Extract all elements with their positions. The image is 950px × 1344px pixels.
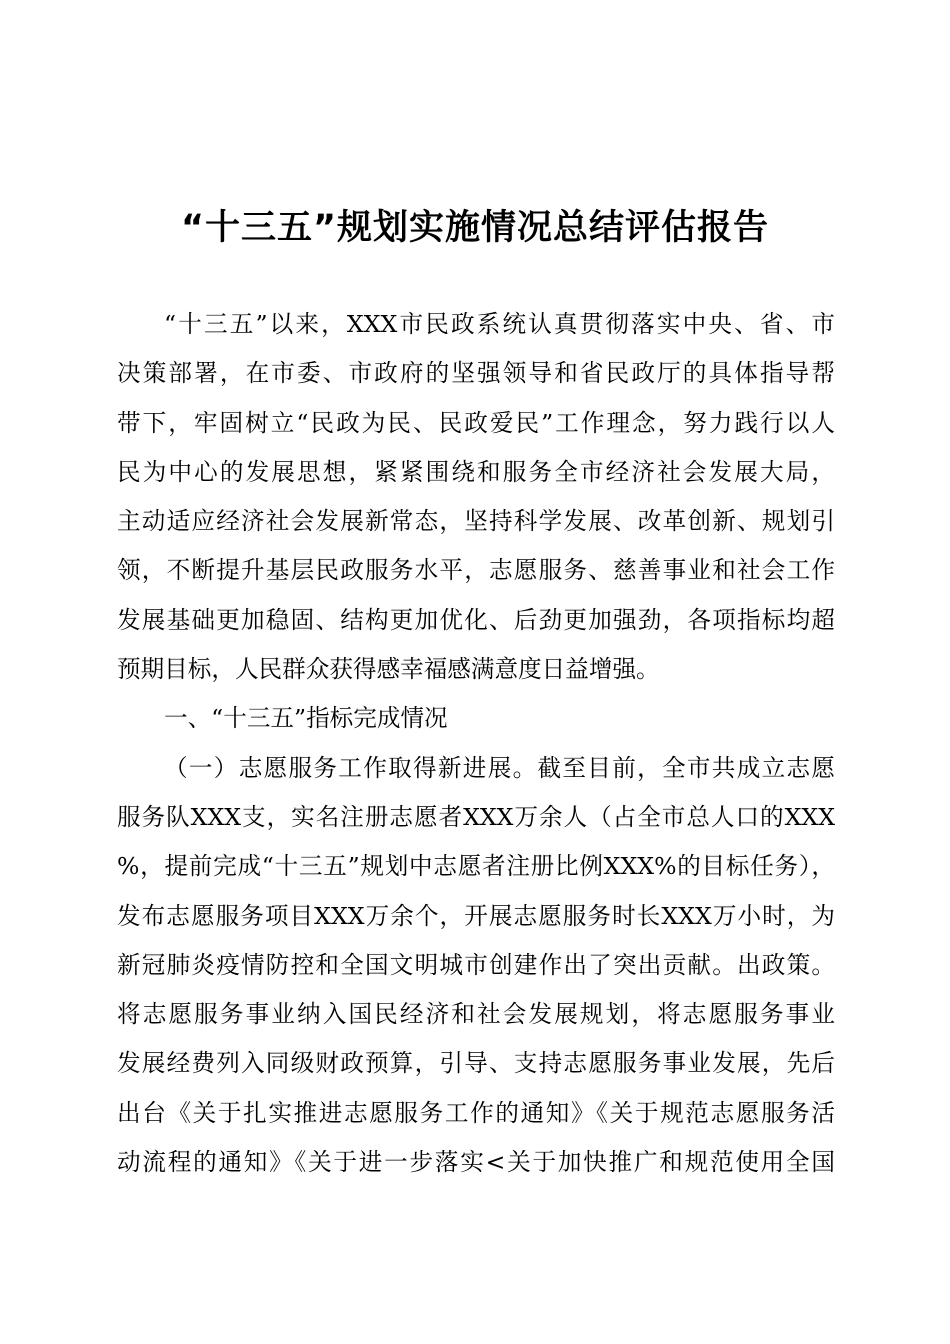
document-body [117,300,835,1187]
body-text-line: 民为中心的发展思想，紧紧围绕和服务全市经济社会发展大局， [117,457,835,486]
body-text-line: %，提前完成“十三五”规划中志愿者注册比例XXX%的目标任务）， [117,852,835,881]
body-text-line: 发布志愿服务项目XXX万余个，开展志愿服务时长XXX万小时，为 [117,901,835,930]
body-text-line: 一、“十三五”指标完成情况 [164,704,448,733]
body-text-line: “十三五”以来，XXX市民政系统认真贯彻落实中央、省、市 [164,310,835,338]
body-text-line: 新冠肺炎疫情防控和全国文明城市创建作出了突出贡献。出政策。 [117,950,835,979]
body-text-line: 发展基础更加稳固、结构更加优化、后劲更加强劲，各项指标均超 [117,605,835,634]
body-text-line: 将志愿服务事业纳入国民经济和社会发展规划，将志愿服务事业 [117,1000,835,1029]
body-text-line: 动流程的通知》《关于进一步落实<关于加快推广和规范使用全国 [117,1148,835,1177]
document-title: “十三五”规划实施情况总结评估报告 [180,208,769,248]
body-text-line: 预期目标，人民群众获得感幸福感满意度日益增强。 [117,655,660,684]
body-text-line: （一）志愿服务工作取得新进展。截至目前，全市共成立志愿 [164,753,835,782]
body-text-line: 出台《关于扎实推进志愿服务工作的通知》《关于规范志愿服务活 [117,1098,835,1127]
body-text-line: 主动适应经济社会发展新常态，坚持科学发展、改革创新、规划引 [117,507,835,536]
body-text-line: 带下，牢固树立“民政为民、民政爱民”工作理念，努力践行以人 [117,408,835,437]
body-text-line: 决策部署，在市委、市政府的坚强领导和省民政厅的具体指导帮 [117,359,835,388]
body-text-line: 领，不断提升基层民政服务水平，志愿服务、慈善事业和社会工作 [117,556,835,585]
body-text-line: 发展经费列入同级财政预算，引导、支持志愿服务事业发展，先后 [117,1049,835,1078]
body-text-line: 服务队XXX支，实名注册志愿者XXX万余人（占全市总人口的XXX [117,802,835,831]
